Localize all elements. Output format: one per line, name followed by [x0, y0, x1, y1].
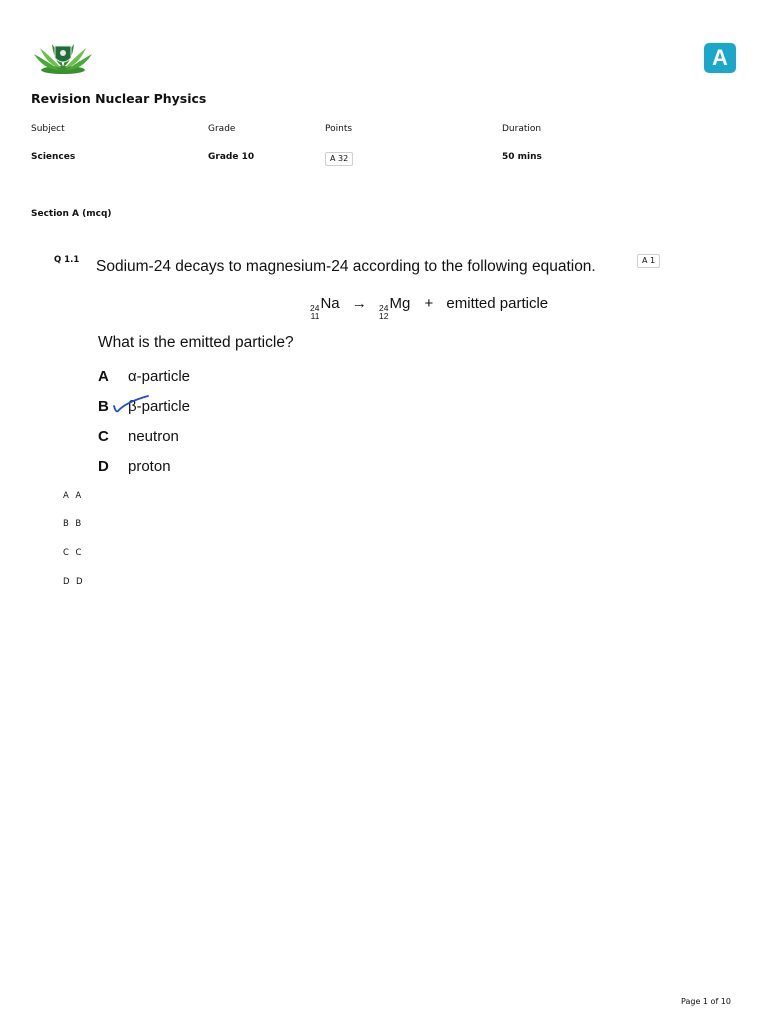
answer-choice-d[interactable]	[63, 577, 89, 587]
grade-label: Grade	[208, 124, 236, 134]
choice-label: C	[75, 548, 82, 558]
choice-label: B	[75, 519, 82, 529]
emitted-particle-text: emitted particle	[446, 295, 549, 312]
reactant-symbol: Na	[320, 295, 340, 312]
subject-label: Subject	[31, 124, 65, 134]
option-c	[98, 428, 179, 445]
option-text: β-particle	[128, 398, 190, 415]
page-indicator: Page 1 of 10	[681, 997, 731, 1006]
reactant-mass-number: 24	[310, 303, 320, 313]
product-numbers	[379, 304, 388, 320]
answer-choice-c[interactable]	[63, 548, 88, 558]
points-label: Points	[325, 124, 353, 134]
option-text: proton	[128, 458, 171, 475]
question-prompt: What is the emitted particle?	[98, 334, 294, 351]
question-points-badge: A 1	[637, 254, 660, 268]
choice-key: D	[63, 577, 71, 587]
plus-sign: +	[424, 295, 434, 312]
handwritten-tick-mark	[108, 394, 152, 416]
option-letter: D	[98, 458, 109, 475]
choice-label: D	[76, 577, 84, 587]
choice-key: A	[63, 491, 70, 501]
grade-value: Grade 10	[208, 152, 255, 162]
points-badge: A 32	[325, 152, 353, 166]
question-text: Sodium-24 decays to magnesium-24 according to the following equation.	[96, 258, 596, 275]
option-letter: C	[98, 428, 109, 445]
option-d	[98, 458, 171, 475]
duration-value: 50 mins	[502, 152, 542, 162]
subject-value: Sciences	[31, 152, 76, 162]
answer-choice-a[interactable]	[63, 491, 88, 501]
section-title: Section A (mcq)	[31, 209, 112, 219]
document-title: Revision Nuclear Physics	[31, 91, 207, 106]
option-text: α-particle	[128, 368, 191, 385]
option-text: neutron	[128, 428, 179, 445]
app-badge: A	[704, 43, 736, 73]
option-a	[98, 368, 190, 385]
question-number: Q 1.1	[54, 255, 80, 265]
option-letter: B	[98, 398, 109, 415]
duration-label: Duration	[502, 124, 542, 134]
reactant-numbers	[310, 304, 319, 320]
choice-key: C	[63, 548, 70, 558]
choice-label: A	[75, 491, 82, 501]
product-symbol: Mg	[389, 295, 411, 312]
product-mass-number: 24	[379, 303, 389, 313]
reaction-arrow: →	[351, 295, 367, 312]
option-letter: A	[98, 368, 109, 385]
product-atomic-number: 12	[379, 311, 389, 321]
reactant-atomic-number: 11	[310, 311, 320, 321]
decay-equation	[310, 295, 548, 320]
school-logo	[30, 40, 96, 76]
answer-choice-b[interactable]	[63, 519, 88, 529]
choice-key: B	[63, 519, 70, 529]
